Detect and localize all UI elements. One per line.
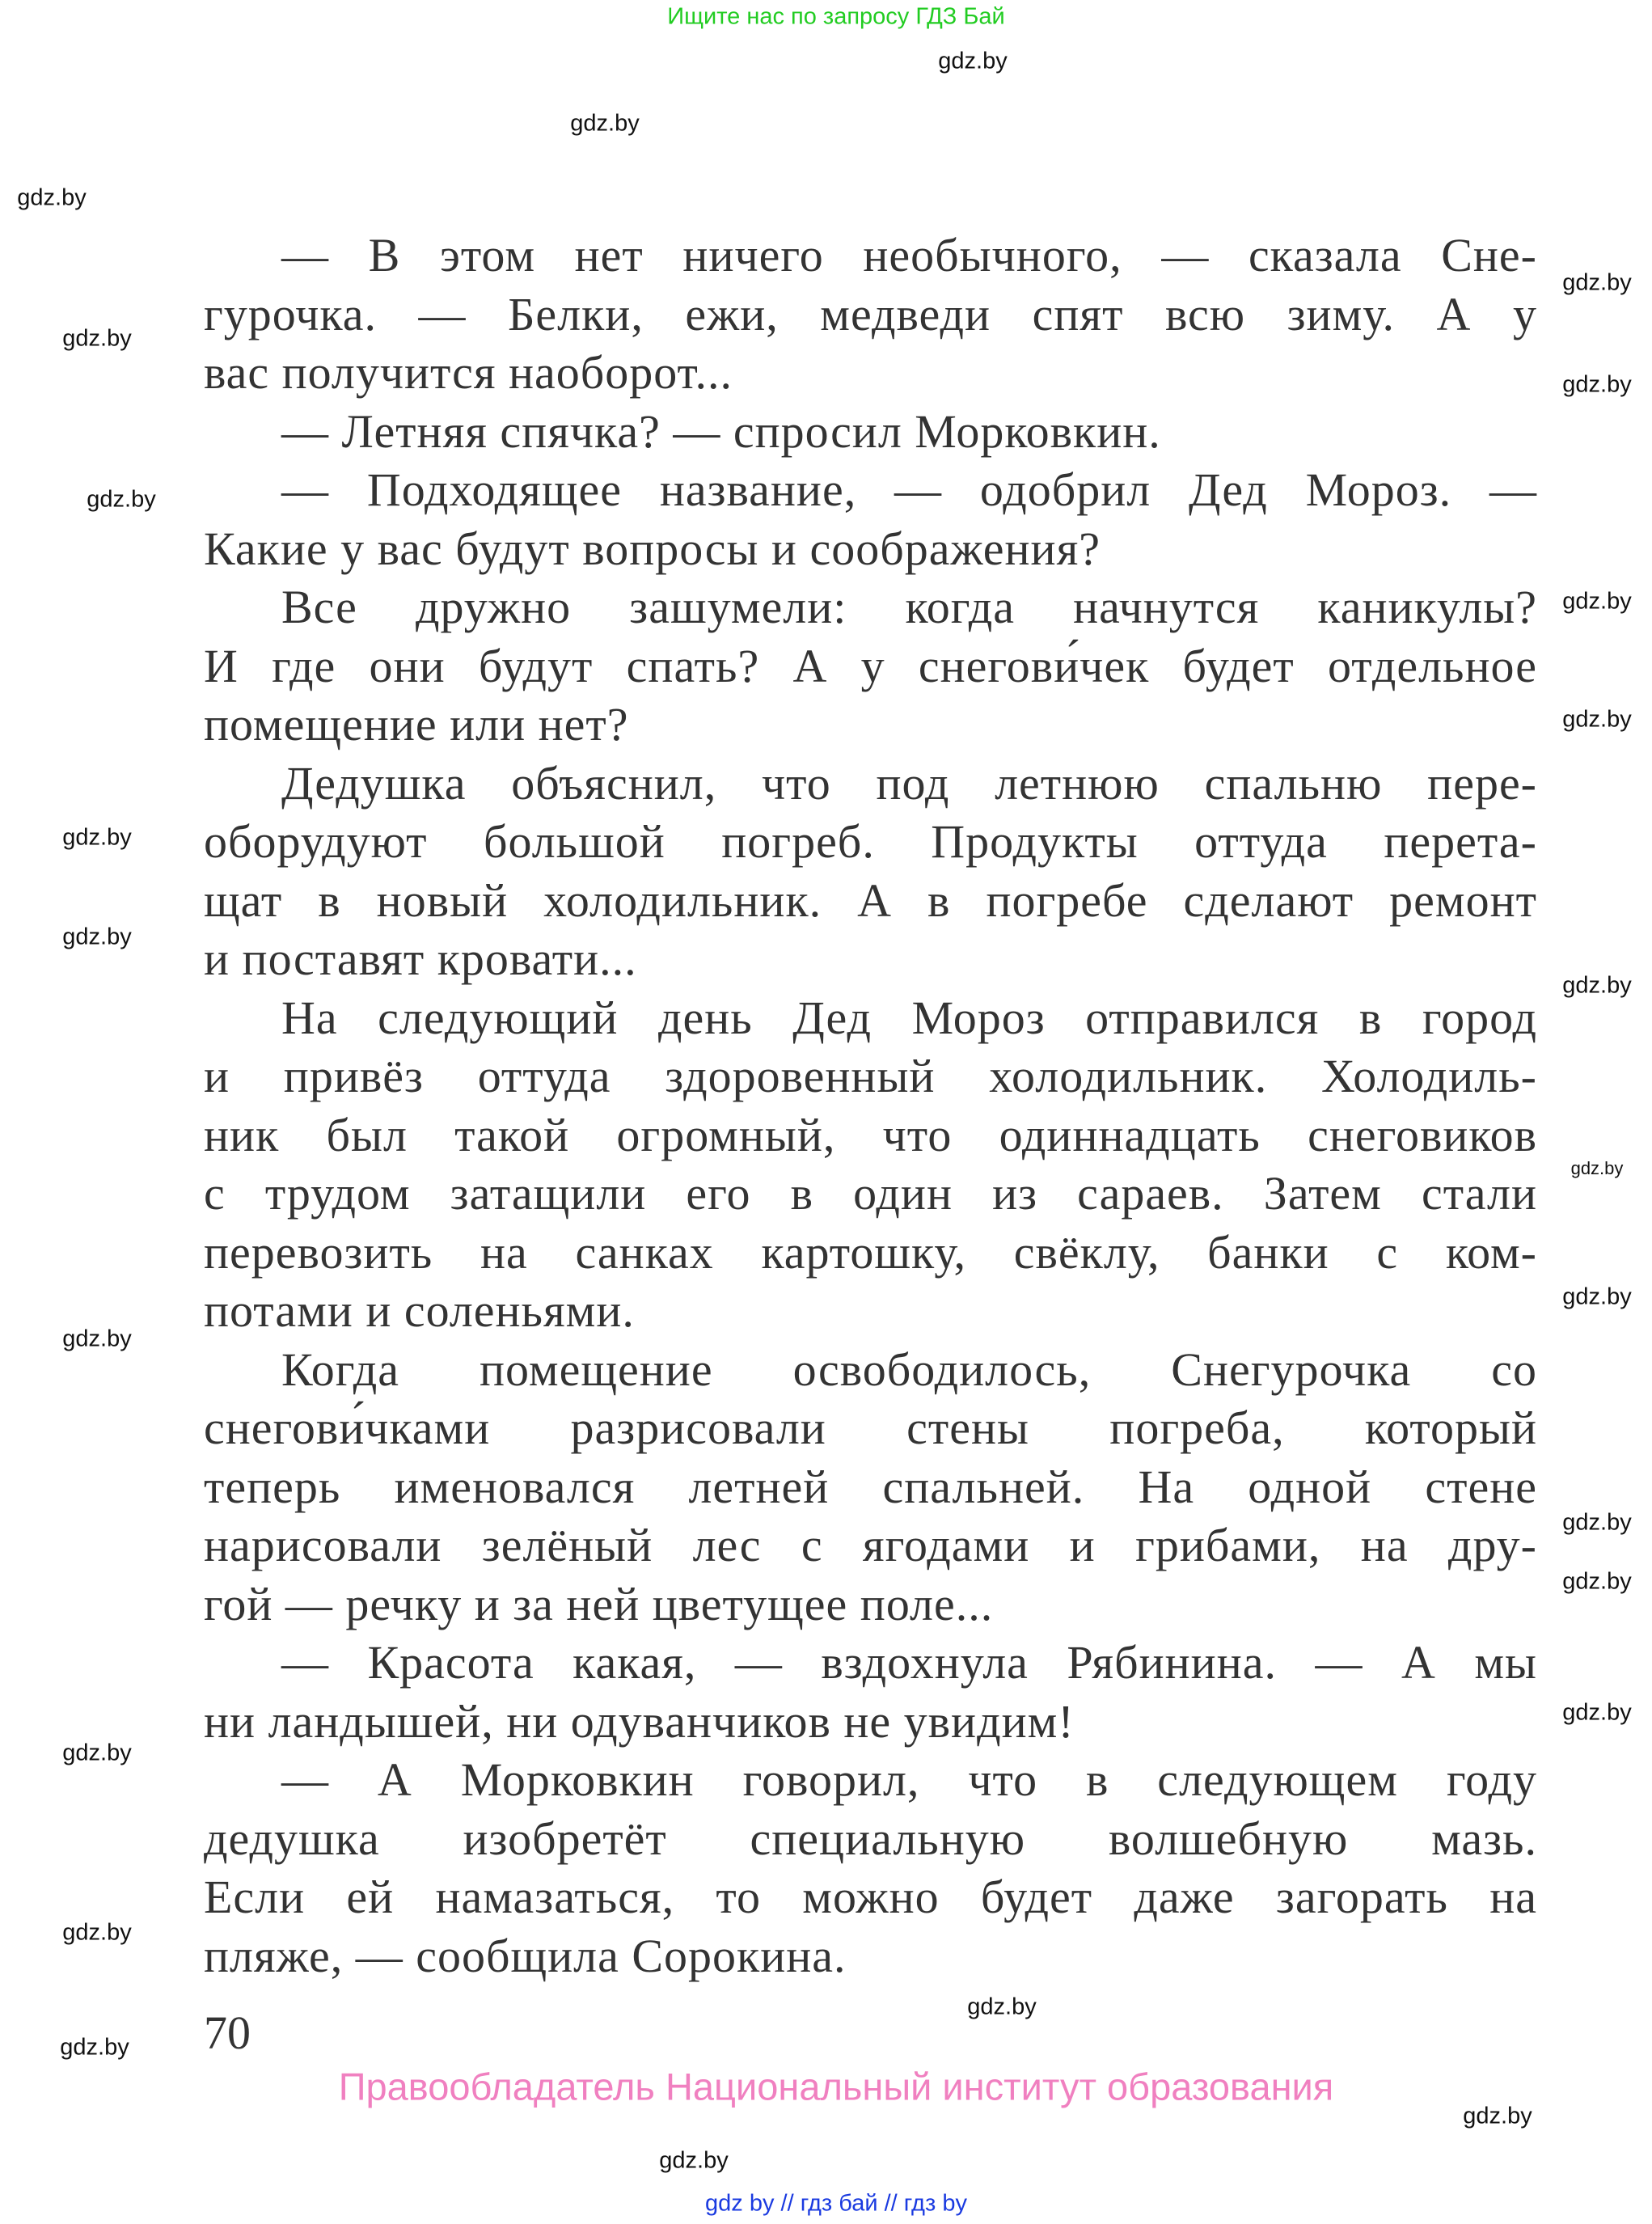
text-line: ник был такой огромный, что одиннадцать снеговиков: [204, 1108, 1537, 1161]
text-line: потами и соленьями.: [204, 1284, 635, 1337]
text-line: Какие у вас будут вопросы и соображения?: [204, 522, 1101, 575]
text-line: помещение или нет?: [204, 698, 629, 750]
text-line: — В этом нет ничего необычного, — сказала Сне-: [281, 229, 1537, 281]
text-line: Когда помещение освободилось, Снегурочка со: [281, 1342, 1537, 1396]
text-line: гурочка. — Белки, ежи, медведи спят всю зиму. А у: [204, 287, 1537, 340]
watermark: gdz.by: [62, 1919, 132, 1946]
watermark: gdz.by: [62, 924, 132, 950]
watermark: gdz.by: [1562, 588, 1632, 615]
watermark: gdz.by: [62, 824, 132, 851]
text-line: перевозить на санках картошку, свёклу, банки с ком-: [204, 1225, 1537, 1279]
text-line: Если ей намазаться, то можно будет даже загорать на: [204, 1871, 1537, 1923]
text-line: — Летняя спячка? — спросил Морковкин.: [281, 404, 1161, 458]
watermark: gdz.by: [17, 184, 87, 211]
text-line: нарисовали зелёный лес с ягодами и грибами, на дру-: [204, 1519, 1537, 1571]
watermark: gdz.by: [1562, 269, 1632, 296]
text-line: снегови́чками разрисовали стены погреба, который: [204, 1402, 1537, 1454]
text-line: щат в новый холодильник. А в погребе сделают ремонт: [204, 873, 1537, 927]
text-line: с трудом затащили его в один из сараев. Затем стали: [204, 1167, 1537, 1220]
watermark: gdz.by: [62, 325, 132, 352]
site-links[interactable]: gdz by // гдз бай // гдз by: [705, 2190, 967, 2217]
watermark: gdz.by: [1562, 1568, 1632, 1595]
watermark: gdz.by: [62, 1740, 132, 1766]
search-hint-banner: Ищите нас по запросу ГДЗ Бай: [667, 3, 1005, 30]
watermark: gdz.by: [1562, 1283, 1632, 1310]
watermark: gdz.by: [1562, 972, 1632, 999]
text-line: — Подходящее название, — одобрил Дед Мороз. —: [281, 463, 1537, 516]
watermark: gdz.by: [1562, 1509, 1632, 1536]
text-line: оборудуют большой погреб. Продукты оттуда перета-: [204, 815, 1537, 868]
watermark: gdz.by: [1570, 1158, 1624, 1178]
watermark: gdz.by: [1562, 706, 1632, 733]
text-line: И где они будут спать? А у снегови́чек будет отдельное: [204, 639, 1537, 692]
watermark: gdz.by: [60, 2034, 129, 2061]
text-line: и поставят кровати...: [204, 932, 637, 985]
text-line: ни ландышей, ни одуванчиков не увидим!: [204, 1694, 1075, 1748]
text-line: и привёз оттуда здоровенный холодильник. Холодиль-: [204, 1050, 1537, 1102]
watermark: gdz.by: [1562, 371, 1632, 398]
text-line: — Красота какая, — вздохнула Рябинина. — А мы: [281, 1636, 1537, 1689]
text-line: пляже, — сообщила Сорокина.: [204, 1929, 847, 1982]
watermark: gdz.by: [938, 48, 1008, 74]
watermark: gdz.by: [570, 110, 640, 137]
text-line: теперь именовался летней спальней. На одной стене: [204, 1460, 1537, 1513]
watermark: gdz.by: [967, 1994, 1037, 2020]
text-line: Все дружно зашумели: когда начнутся каникулы?: [281, 581, 1537, 633]
watermark: gdz.by: [1463, 2103, 1532, 2129]
text-line: вас получится наоборот...: [204, 346, 733, 399]
page-number: 70: [204, 2006, 251, 2059]
rights-holder-notice: Правообладатель Национальный институт образования: [338, 2065, 1334, 2108]
watermark: gdz.by: [659, 2147, 729, 2174]
text-line: Дедушка объяснил, что под летнюю спальню пере-: [281, 756, 1537, 810]
watermark: gdz.by: [62, 1326, 132, 1352]
text-line: — А Морковкин говорил, что в следующем году: [281, 1753, 1537, 1806]
watermark: gdz.by: [87, 486, 156, 513]
text-line: гой — речку и за ней цветущее поле...: [204, 1577, 994, 1630]
text-line: На следующий день Дед Мороз отправился в город: [281, 991, 1537, 1044]
watermark: gdz.by: [1562, 1699, 1632, 1726]
text-line: дедушка изобретёт специальную волшебную мазь.: [204, 1812, 1537, 1865]
